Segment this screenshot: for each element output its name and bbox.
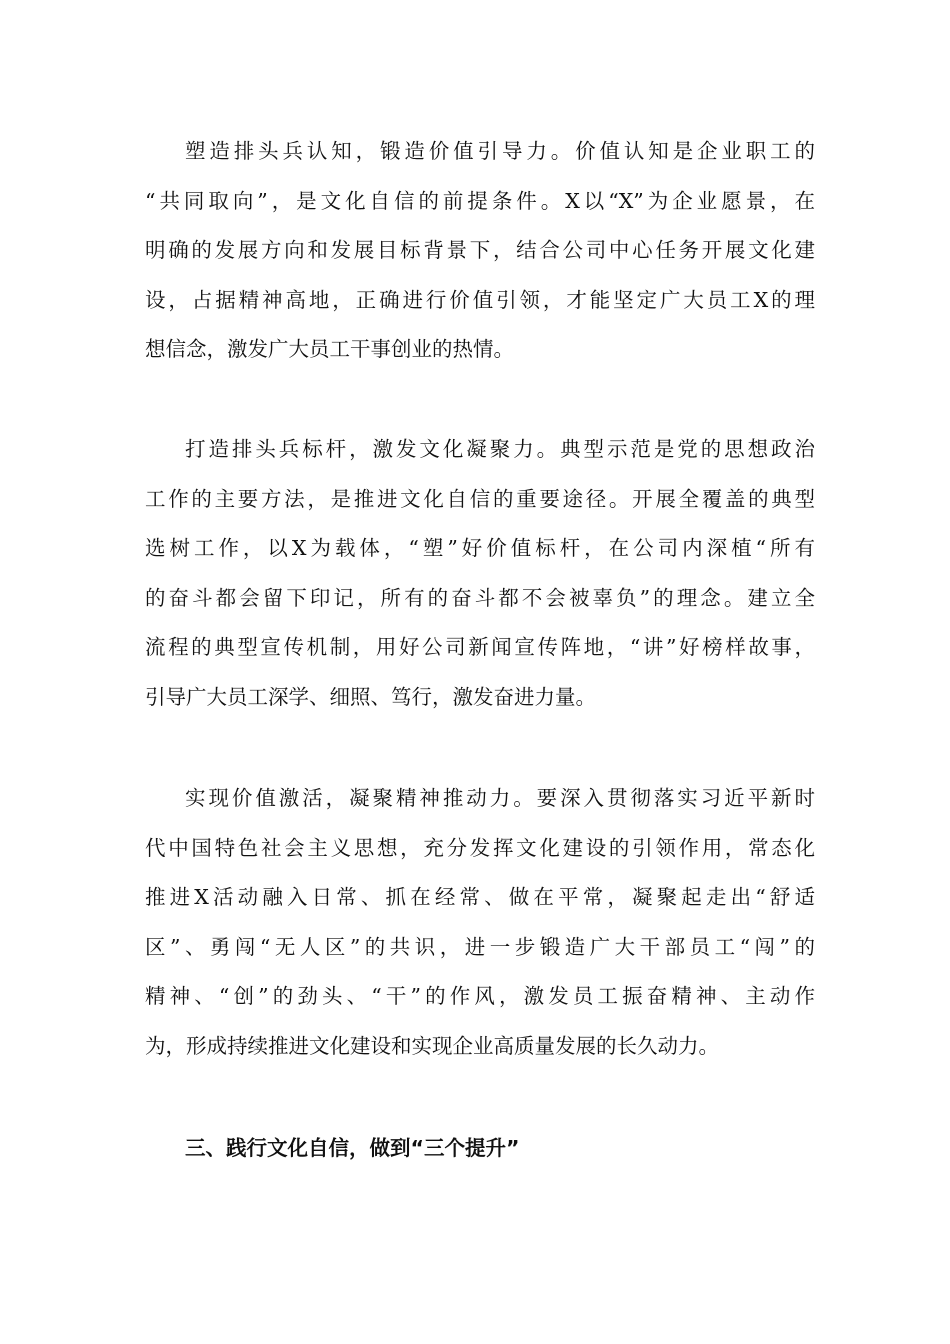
paragraph-line: 打造排头兵标杆，激发文化凝聚力。典型示范是党的思想政治 — [185, 437, 815, 461]
paragraph-line: 流程的典型宣传机制，用好公司新闻宣传阵地，“讲”好榜样故事， — [145, 635, 815, 659]
paragraph-line: 推进X活动融入日常、抓在经常、做在平常，凝聚起走出“舒适 — [145, 885, 815, 909]
paragraph-line: 精神、“创”的劲头、“干”的作风，激发员工振奋精神、主动作 — [145, 984, 815, 1008]
paragraph-line: 引导广大员工深学、细照、笃行，激发奋进力量。 — [145, 684, 596, 709]
paragraph-1 — [145, 127, 815, 375]
paragraph-line: 塑造排头兵认知，锻造价值引导力。价值认知是企业职工的 — [185, 139, 815, 163]
paragraph-line: 设，占据精神高地，正确进行价值引领，才能坚定广大员工X的理 — [145, 287, 815, 312]
paragraph-line: 明确的发展方向和发展目标背景下，结合公司中心任务开展文化建 — [145, 238, 815, 262]
paragraph-3 — [145, 774, 815, 1071]
paragraph-line: 想信念，激发广大员工干事创业的热情。 — [145, 337, 514, 361]
paragraph-2 — [145, 425, 815, 722]
paragraph-line: 代中国特色社会主义思想，充分发挥文化建设的引领作用，常态化 — [145, 835, 815, 860]
paragraph-line: “共同取向”，是文化自信的前提条件。X以“X”为企业愿景，在 — [145, 188, 815, 213]
paragraph-line: 区”、勇闯“无人区”的共识，进一步锻造广大干部员工“闯”的 — [145, 934, 815, 959]
section-heading: 三、践行文化自信，做到“三个提升” — [185, 1136, 520, 1160]
paragraph-line: 工作的主要方法，是推进文化自信的重要途径。开展全覆盖的典型 — [145, 486, 815, 511]
paragraph-line: 的奋斗都会留下印记，所有的奋斗都不会被辜负”的理念。建立全 — [145, 585, 815, 610]
paragraph-line: 为，形成持续推进文化建设和实现企业高质量发展的长久动力。 — [145, 1033, 719, 1058]
paragraph-line: 实现价值激活，凝聚精神推动力。要深入贯彻落实习近平新时 — [185, 786, 815, 810]
paragraph-line: 选树工作，以X为载体，“塑”好价值标杆，在公司内深植“所有 — [145, 536, 815, 560]
